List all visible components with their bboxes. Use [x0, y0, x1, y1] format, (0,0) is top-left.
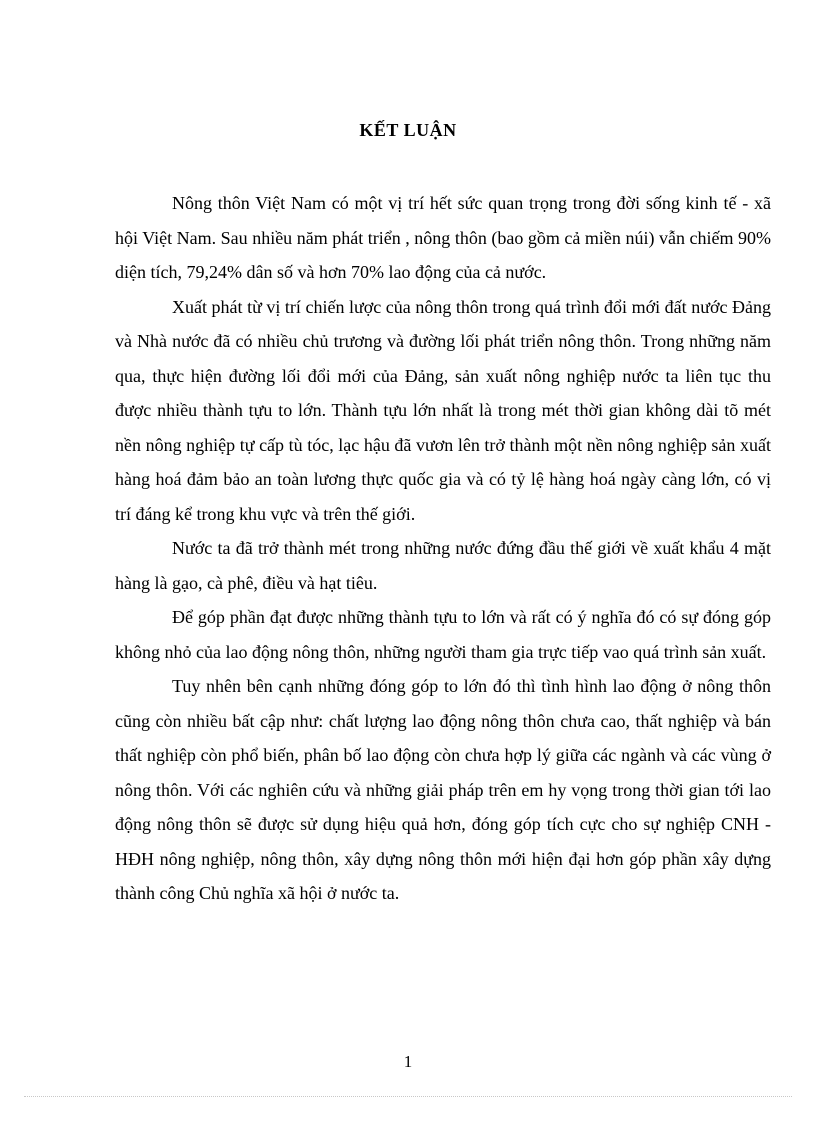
paragraph-4: Để góp phần đạt được những thành tựu to lớn và rất có ý nghĩa đó có sự đóng góp không nhỏ của lao động nông thôn, những người tham gia trực tiếp vao quá trình sản xuất. — [115, 607, 771, 662]
paragraph-5: Tuy nhên bên cạnh những đóng góp to lớn đó thì tình hình lao động ở nông thôn cũng còn nhiều bất cập như: chất lượng lao động nông thôn chưa cao, thất nghiệp và bán thất nghiệp còn phổ biến, phân bố lao động còn chưa hợp lý giữa các ngành và các vùng ở nông thôn. Với các nghiên cứu và những giải pháp trên em hy vọng trong thời gian tới lao động nông thôn sẽ được sử dụng hiệu quả hơn, đóng góp tích cực cho sự nghiệp CNH - HĐH nông nghiệp, nông thôn, xây dựng nông thôn mới hiện đại hơn góp phần xây dựng thành công Chủ nghĩa xã hội ở nước ta. — [115, 676, 771, 903]
page-bottom-divider — [24, 1096, 792, 1097]
document-body — [115, 186, 771, 911]
paragraph-1: Nông thôn Việt Nam có một vị trí hết sức quan trọng trong đời sống kinh tế - xã hội Việt Nam. Sau nhiều năm phát triển , nông thôn (bao gồm cả miền núi) vẫn chiếm 90% diện tích, 79,24% dân số và hơn 70% lao động của cả nước. — [115, 193, 771, 282]
paragraph-3: Nước ta đã trở thành mét trong những nước đứng đầu thế giới về xuất khẩu 4 mặt hàng là gạo, cà phê, điều và hạt tiêu. — [115, 538, 771, 593]
page-number: 1 — [403, 1052, 413, 1071]
paragraph-2: Xuất phát từ vị trí chiến lược của nông thôn trong quá trình đổi mới đất nước Đảng và Nhà nước đã có nhiều chủ trương và đường lối phát triển nông thôn. Trong những năm qua, thực hiện đường lối đổi mới của Đảng, sản xuất nông nghiệp nước ta liên tục thu được nhiều thành tựu to lớn. Thành tựu lớn nhất là trong mét thời gian không dài tõ mét nền nông nghiệp tự cấp tù tóc, lạc hậu đã vươn lên trở thành một nền nông nghiệp sản xuất hàng hoá đảm bảo an toàn lương thực quốc gia và có tỷ lệ hàng hoá ngày càng lớn, có vị trí đáng kể trong khu vực và trên thế giới. — [115, 296, 771, 524]
page-title: KẾT LUẬN — [359, 120, 457, 140]
